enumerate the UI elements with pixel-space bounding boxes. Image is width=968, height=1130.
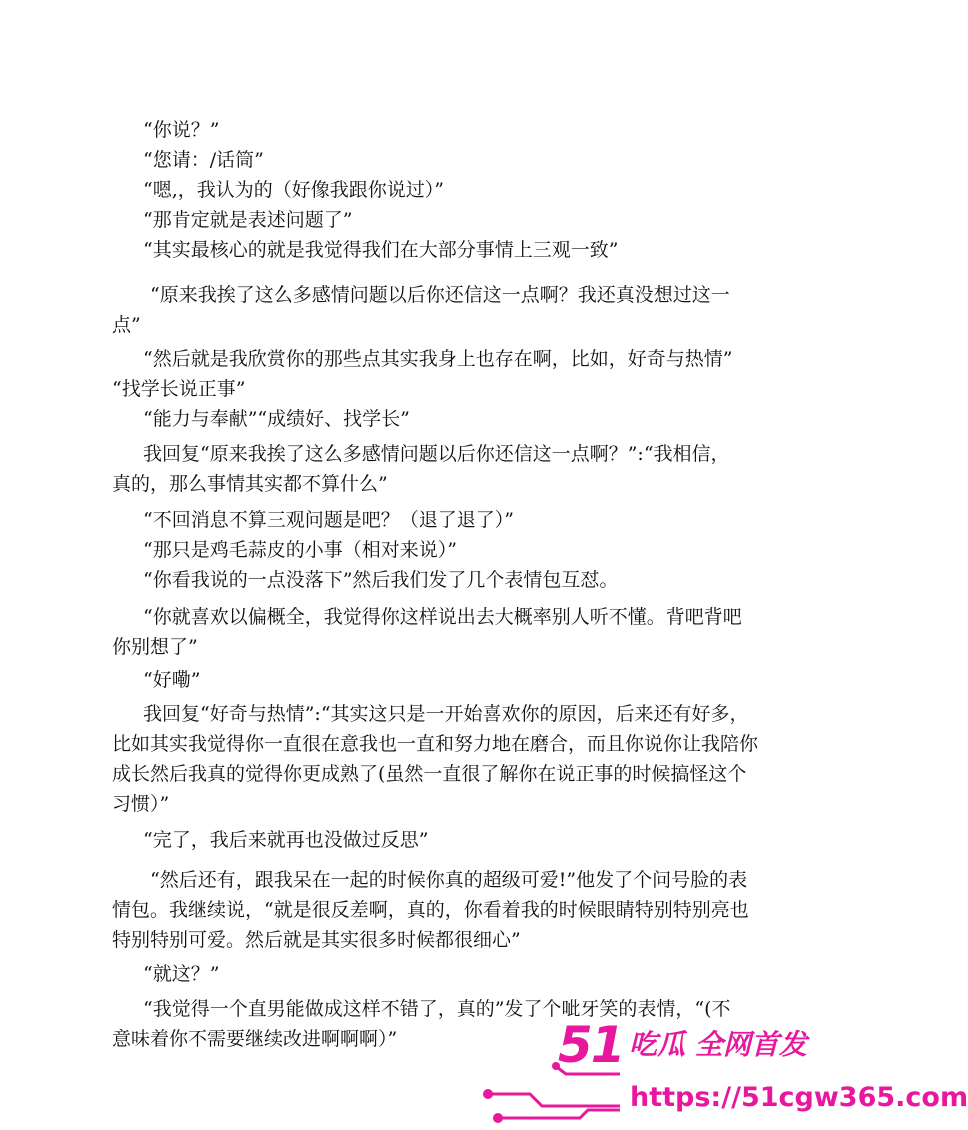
text-line: “你看我说的一点没落下”然后我们发了几个表情包互怼。: [143, 569, 619, 591]
text-line: “完了，我后来就再也没做过反思”: [143, 829, 429, 851]
watermark-slogan: 吃瓜 全网首发: [629, 1028, 807, 1061]
text-line: 习惯）”: [112, 793, 170, 815]
text-line: “你就喜欢以偏概全，我觉得你这样说出去大概率别人听不懂。背吧背吧: [143, 606, 742, 628]
site-watermark: [470, 1010, 968, 1130]
text-line: 真的，那么事情其实都不算什么”: [112, 473, 388, 495]
text-line: 我回复“好奇与热情”:“其实这只是一开始喜欢你的原因，后来还有好多，: [143, 703, 749, 725]
text-line: “其实最核心的就是我觉得我们在大部分事情上三观一致”: [143, 239, 619, 261]
watermark-url: https://51cgw365.com: [630, 1082, 968, 1113]
text-line: “原来我挨了这么多感情问题以后你还信这一点啊？我还真没想过这一: [150, 284, 730, 306]
text-line: “你说？”: [143, 119, 220, 141]
text-line: 意味着你不需要继续改进啊啊啊）”: [112, 1028, 398, 1050]
watermark-logo: [558, 1016, 807, 1074]
text-line: “那肯定就是表述问题了”: [143, 209, 353, 231]
text-line: 你别想了”: [112, 636, 198, 658]
text-line: “然后还有，跟我呆在一起的时候你真的超级可爱!”他发了个问号脸的表: [150, 869, 748, 891]
text-line: “好嘞”: [143, 669, 201, 691]
text-line: 情包。我继续说，“就是很反差啊，真的，你看着我的时候眼睛特别特别亮也: [112, 899, 749, 921]
text-line: “嗯,，我认为的（好像我跟你说过）”: [143, 179, 444, 201]
text-line: “我觉得一个直男能做成这样不错了，真的”发了个呲牙笑的表情，“(不: [143, 998, 731, 1020]
text-line: “能力与奉献”“成绩好、找学长”: [143, 408, 410, 430]
text-line: “找学长说正事”: [112, 378, 246, 400]
text-line: “不回消息不算三观问题是吧？（退了退了）”: [143, 509, 514, 531]
text-line: 我回复“原来我挨了这么多感情问题以后你还信这一点啊？”:“我相信，: [143, 443, 730, 465]
text-line: 比如其实我觉得你一直很在意我也一直和努力地在磨合，而且你说你让我陪你: [112, 733, 759, 755]
text-line: 特别特别可爱。然后就是其实很多时候都很细心”: [112, 929, 521, 951]
text-line: 成长然后我真的觉得你更成熟了(虽然一直很了解你在说正事的时候搞怪这个: [112, 763, 747, 785]
text-line: “您请：/话筒”: [143, 149, 264, 171]
text-line: 点”: [112, 314, 141, 336]
text-line: “那只是鸡毛蒜皮的小事（相对来说）”: [143, 539, 457, 561]
text-line: “然后就是我欣赏你的那些点其实我身上也存在啊，比如，好奇与热情”: [143, 348, 733, 370]
watermark-number: 51: [558, 1016, 624, 1074]
text-line: “就这？”: [143, 963, 220, 985]
